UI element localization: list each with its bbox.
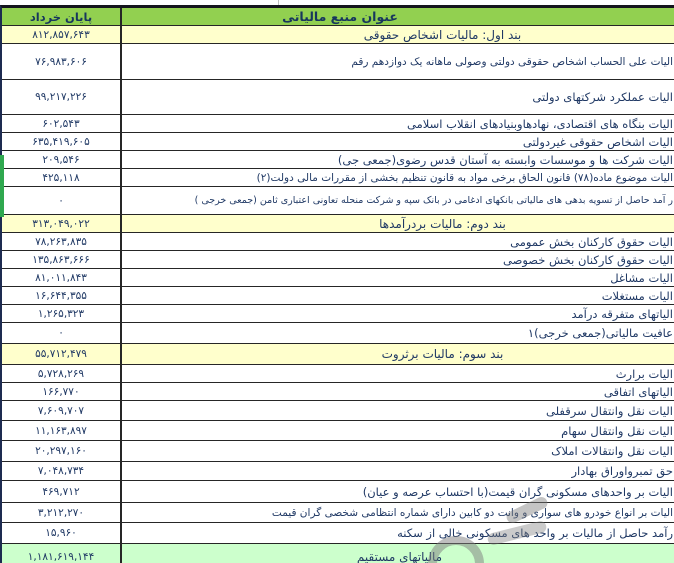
- tax-revenue-table: [0, 5, 674, 563]
- table-row: [2, 287, 674, 305]
- tax-amount-value[interactable]: ۰: [2, 323, 122, 343]
- tax-source-label[interactable]: الیات علی الحساب اشخاص حقوقی دولتی وصولی ماهانه یک دوازدهم رقم: [351, 55, 673, 68]
- table-row: [2, 523, 674, 544]
- tax-amount-value[interactable]: ۱۵,۹۶۰: [2, 523, 122, 543]
- table-row: [2, 233, 674, 251]
- tax-source-label[interactable]: الیات مشاغل: [610, 270, 673, 285]
- tax-source-label[interactable]: الیات بر انواع خودرو های سواری و وانت دو کابین دارای شماره انتظامی شخصی گران قیمت: [271, 506, 673, 519]
- tax-source-label[interactable]: رآمد حاصل از مالیات بر واحد های مسکونی خالی از سکنه: [397, 526, 673, 540]
- tax-source-label[interactable]: الیات نقل وانتقال سهام: [561, 423, 673, 438]
- table-header-row: [2, 8, 674, 26]
- tax-amount-value[interactable]: ۷,۰۴۸,۷۳۴: [2, 462, 122, 480]
- section-band-row: [2, 26, 674, 44]
- tax-source-label[interactable]: بند سوم: مالیات برثروت: [381, 347, 504, 361]
- tax-amount-value[interactable]: ۶۰۲,۵۴۳: [2, 115, 122, 132]
- table-row: [2, 441, 674, 462]
- tax-source-label[interactable]: مالیاتهای مستقیم: [356, 549, 443, 563]
- tax-amount-value[interactable]: ۷۸,۲۶۳,۸۳۵: [2, 233, 122, 250]
- tax-source-label[interactable]: الیات بنگاه های اقتصادی، نهادهاوبنیادهای انقلاب اسلامی: [407, 116, 673, 131]
- tax-source-label[interactable]: بند اول: مالیات اشخاص حقوقی: [363, 27, 522, 42]
- total-row: [2, 544, 674, 563]
- tax-source-label[interactable]: الیات شرکت ها و موسسات وابسته به آستان قدس رضوی(جمعی جی): [337, 152, 673, 167]
- table-row: [2, 503, 674, 523]
- table-row: [2, 44, 674, 80]
- tax-source-label[interactable]: حق تمبرواوراق بهادار: [571, 464, 673, 478]
- tax-source-label[interactable]: الیات موضوع ماده(۷۸) قانون الحاق برخی مواد به قانون تنظیم بخشی از مقررات مالی دولت(۲): [256, 171, 673, 184]
- tax-source-label[interactable]: الیات برارث: [615, 366, 673, 381]
- tax-source-label[interactable]: الیات حقوق کارکنان بخش عمومی: [510, 234, 673, 249]
- table-row: [2, 462, 674, 481]
- table-row: [2, 80, 674, 115]
- tax-source-label[interactable]: الیات نقل وانتقالات املاک: [551, 444, 673, 458]
- table-row: [2, 323, 674, 344]
- tax-amount-value[interactable]: ۶۳۵,۴۱۹,۶۰۵: [2, 133, 122, 150]
- tax-amount-value[interactable]: ۵,۷۲۸,۲۶۹: [2, 365, 122, 382]
- tax-source-label[interactable]: الیات بر واحدهای مسکونی گران قیمت(با احتساب عرصه و عیان): [362, 484, 673, 499]
- table-row: [2, 305, 674, 323]
- table-row: [2, 269, 674, 287]
- tax-source-label[interactable]: الیات حقوق کارکنان بخش خصوصی: [503, 252, 673, 267]
- tax-amount-value[interactable]: ۹۹,۲۱۷,۲۲۶: [2, 80, 122, 114]
- tax-source-label[interactable]: الیاتهای اتفاقی: [603, 384, 673, 399]
- tax-amount-value[interactable]: ۱۶,۶۴۴,۳۵۵: [2, 287, 122, 304]
- tax-amount-value[interactable]: ۲۰۹,۵۴۶: [2, 151, 122, 168]
- tax-source-label[interactable]: الیاتهای متفرقه درآمد: [571, 306, 673, 321]
- tax-amount-value[interactable]: ۱۶۶,۷۷۰: [2, 383, 122, 400]
- tax-source-label[interactable]: الیات اشخاص حقوقی غیردولتی: [522, 134, 673, 149]
- tax-amount-value[interactable]: ۳,۲۱۲,۲۷۰: [2, 503, 122, 522]
- column-header-end-of-khordad[interactable]: پایان خرداد: [2, 8, 122, 25]
- green-edge-artifact: [0, 155, 4, 217]
- tax-amount-value[interactable]: ۱۱,۱۶۳,۸۹۷: [2, 421, 122, 440]
- tax-amount-value[interactable]: ۱,۲۶۵,۳۲۳: [2, 305, 122, 322]
- tax-source-label[interactable]: عافیت مالیاتی(جمعی خرجی)۱: [527, 326, 673, 340]
- section-band-row: [2, 344, 674, 365]
- table-row: [2, 401, 674, 421]
- table-row: [2, 133, 674, 151]
- tax-amount-value[interactable]: ۲۰,۲۹۷,۱۶۰: [2, 441, 122, 461]
- tax-amount-value[interactable]: ۰: [2, 187, 122, 214]
- tax-amount-value[interactable]: ۳۱۳,۰۴۹,۰۲۲: [2, 215, 122, 232]
- tax-amount-value[interactable]: ۴۶۹,۷۱۲: [2, 481, 122, 502]
- tax-amount-value[interactable]: ۵۵,۷۱۲,۴۷۹: [2, 344, 122, 364]
- tax-amount-value[interactable]: ۱۳۵,۸۶۳,۶۶۶: [2, 251, 122, 268]
- tax-amount-value[interactable]: ۷۶,۹۸۳,۶۰۶: [2, 44, 122, 79]
- table-row: [2, 383, 674, 401]
- tax-amount-value[interactable]: ۷,۶۰۹,۷۰۷: [2, 401, 122, 420]
- table-row: [2, 151, 674, 169]
- table-row: [2, 251, 674, 269]
- table-row: [2, 169, 674, 187]
- table-row: [2, 481, 674, 503]
- table-row: [2, 115, 674, 133]
- table-row: [2, 365, 674, 383]
- table-row: [2, 187, 674, 215]
- tax-amount-value[interactable]: ۱,۱۸۱,۶۱۹,۱۴۴: [2, 544, 122, 563]
- table-rows: [2, 26, 674, 563]
- tax-source-label[interactable]: بند دوم: مالیات بردرآمدها: [379, 216, 506, 231]
- tax-source-label[interactable]: الیات عملکرد شرکتهای دولتی: [532, 90, 673, 104]
- table-row: [2, 421, 674, 441]
- tax-source-label[interactable]: الیات نقل وانتقال سرقفلی: [546, 403, 673, 418]
- tax-amount-value[interactable]: ۸۱,۰۱۱,۸۴۳: [2, 269, 122, 286]
- tax-source-label[interactable]: ر آمد حاصل از تسویه بدهی های مالیاتی بانکهای ادغامی در بانک سپه و شرکت منحله تعاونی اعتباری ثامن (جمعی خرجی ): [194, 195, 673, 206]
- tax-amount-value[interactable]: ۴۲۵,۱۱۸: [2, 169, 122, 186]
- tax-source-label[interactable]: الیات مستغلات: [601, 288, 673, 303]
- tax-amount-value[interactable]: ۸۱۲,۸۵۷,۶۴۳: [2, 26, 122, 43]
- column-header-tax-source[interactable]: عنوان منبع مالیاتی: [282, 9, 398, 24]
- section-band-row: [2, 215, 674, 233]
